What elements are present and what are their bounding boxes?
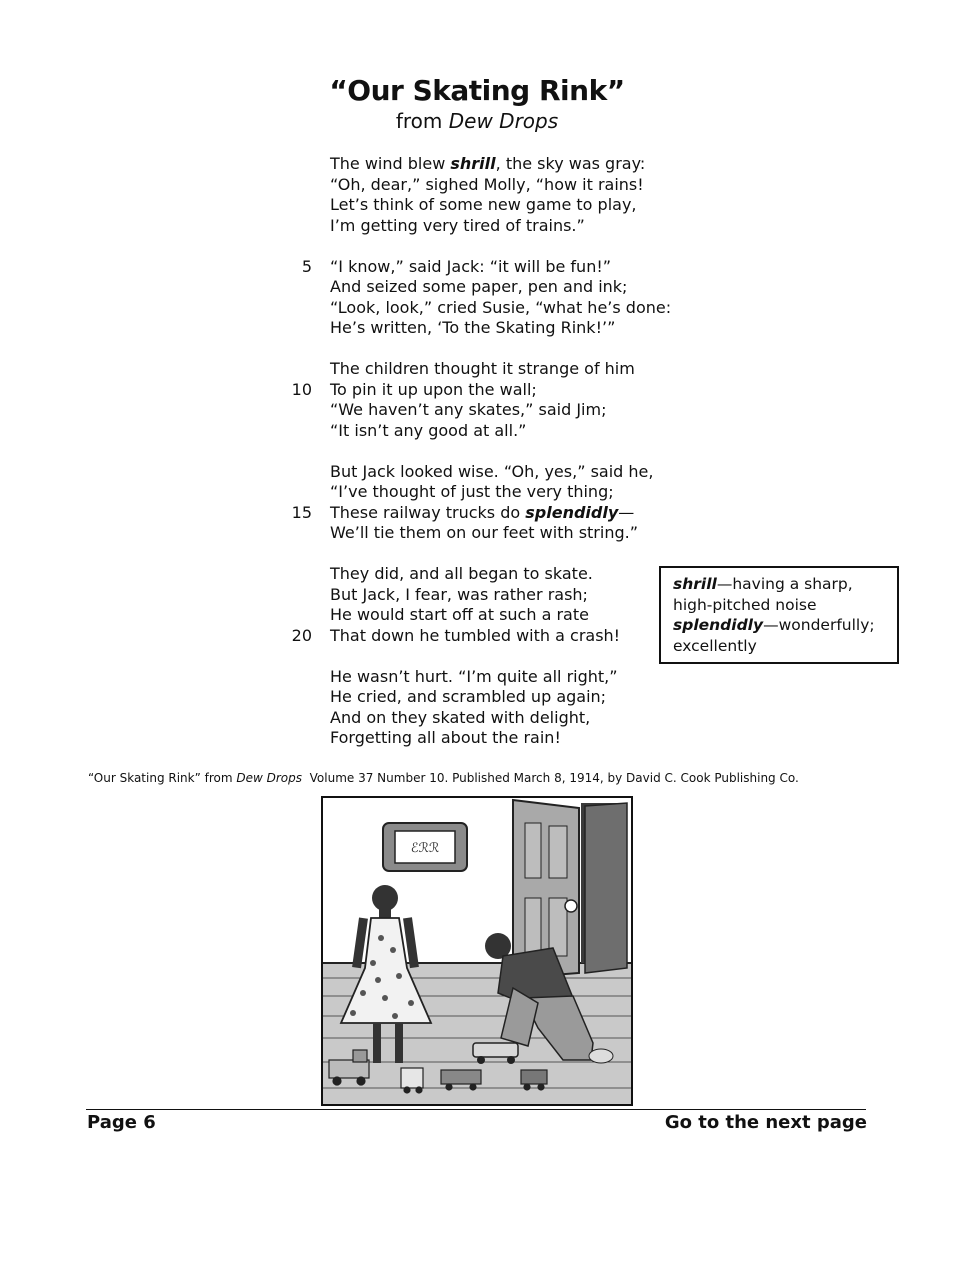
glossary-word: splendidly	[673, 616, 764, 634]
line-text: The children thought it strange of him	[330, 359, 635, 378]
poem-stanza	[290, 359, 670, 441]
poem-line	[290, 503, 670, 524]
line-text: Forgetting all about the rain!	[330, 728, 561, 747]
line-text: Let’s think of some new game to play,	[330, 195, 637, 214]
poem-line	[290, 400, 670, 421]
vocab-word: splendidly	[525, 502, 619, 522]
glossary-word: shrill	[673, 575, 717, 593]
poem-line	[290, 708, 670, 729]
citation-post: Volume 37 Number 10. Published March 8, 1914, by David C. Cook Publishing Co.	[302, 771, 799, 785]
poem-line	[290, 482, 670, 503]
citation	[88, 771, 799, 785]
subtitle-prefix: from	[395, 109, 443, 133]
line-text: And seized some paper, pen and ink;	[330, 277, 628, 296]
footer-divider	[86, 1109, 866, 1110]
poem-line	[290, 298, 670, 319]
poem-line	[290, 257, 670, 278]
glossary-entry	[673, 574, 889, 615]
line-text: They did, and all began to skate.	[330, 564, 593, 583]
poem-line	[290, 277, 670, 298]
poem-line	[290, 154, 670, 175]
poem-stanza	[290, 667, 670, 749]
poem-line	[290, 175, 670, 196]
citation-source: Dew Drops	[236, 771, 303, 785]
subtitle-source: Dew Drops	[448, 109, 559, 133]
poem-line	[290, 605, 670, 626]
vocab-word: shrill	[450, 154, 496, 173]
line-text: He wasn’t hurt. “I’m quite all right,”	[330, 666, 618, 686]
line-text: “We haven’t any skates,” said Jim;	[330, 400, 607, 419]
illustration-children-skating	[323, 798, 631, 1104]
line-text: “Look, look,” cried Susie, “what he’s done:	[330, 297, 672, 317]
poem-line	[290, 318, 670, 339]
poem-line	[290, 687, 670, 708]
poem-line	[290, 380, 670, 401]
poem-title: “Our Skating Rink”	[329, 74, 625, 107]
line-text: And on they skated with delight,	[330, 707, 591, 727]
poem-line	[290, 728, 670, 749]
glossary-box	[659, 566, 899, 664]
poem-line	[290, 626, 670, 647]
line-text: , the sky was gray:	[495, 154, 646, 173]
poem-line	[290, 359, 670, 380]
poem-stanza	[290, 462, 670, 544]
line-number: 20	[291, 625, 312, 645]
line-number: 10	[291, 379, 312, 399]
line-text: That down he tumbled with a crash!	[330, 625, 621, 645]
line-text: The wind blew	[330, 154, 451, 173]
svg-text:ℰℛℛ: ℰℛℛ	[410, 841, 440, 856]
poem-line	[290, 421, 670, 442]
line-number: 5	[301, 256, 312, 276]
line-text: “I’ve thought of just the very thing;	[330, 482, 614, 501]
line-text: But Jack, I fear, was rather rash;	[330, 584, 588, 604]
poem-line	[290, 585, 670, 606]
line-text: “Oh, dear,” sighed Molly, “how it rains!	[330, 174, 644, 194]
poem-subtitle	[0, 109, 954, 133]
glossary-definition: —wonderfully; excellently	[673, 616, 875, 655]
next-page-prompt: Go to the next page	[664, 1112, 867, 1133]
line-number: 15	[291, 502, 312, 522]
poem-line	[290, 564, 670, 585]
line-text: He’s written, ‘To the Skating Rink!’”	[330, 318, 616, 337]
poem-stanza	[290, 564, 670, 646]
line-text: “I know,” said Jack: “it will be fun!”	[330, 256, 612, 276]
poem-line	[290, 195, 670, 216]
line-text: He would start off at such a rate	[330, 605, 589, 624]
line-text: “It isn’t any good at all.”	[330, 420, 527, 440]
poem-line	[290, 667, 670, 688]
poem-stanza	[290, 154, 670, 236]
poem-line	[290, 462, 670, 483]
glossary-entry	[673, 615, 889, 656]
line-text: These railway trucks do	[330, 502, 526, 522]
poem-line	[290, 523, 670, 544]
poem-line	[290, 216, 670, 237]
citation-pre: “Our Skating Rink” from	[88, 771, 237, 785]
line-text: To pin it up upon the wall;	[330, 379, 537, 399]
line-text: We’ll tie them on our feet with string.”	[330, 523, 638, 542]
illustration	[321, 796, 633, 1106]
glossary-definition: —having a sharp, high-pitched noise	[673, 575, 853, 614]
line-text: But Jack looked wise. “Oh, yes,” said he,	[330, 461, 654, 481]
poem-body	[290, 154, 670, 769]
line-text: He cried, and scrambled up again;	[330, 687, 607, 706]
page-number: Page 6	[87, 1112, 156, 1133]
line-text: —	[618, 502, 635, 522]
poem-stanza	[290, 257, 670, 339]
line-text: I’m getting very tired of trains.”	[330, 215, 585, 235]
